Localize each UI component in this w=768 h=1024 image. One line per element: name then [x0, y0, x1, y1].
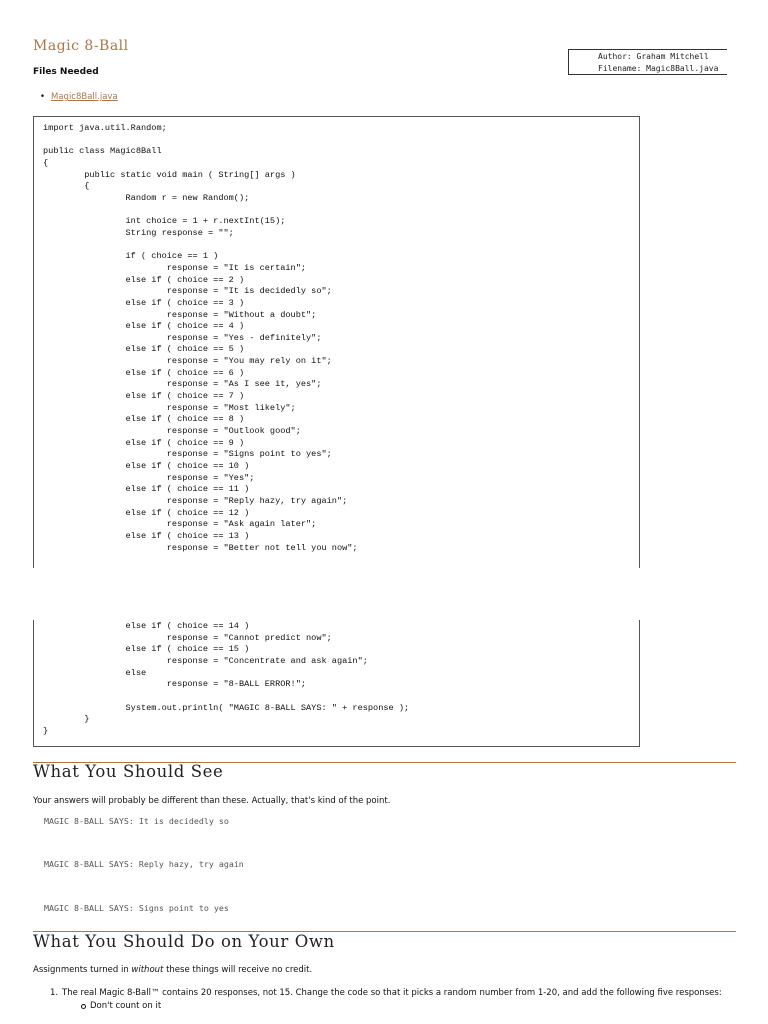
files-needed-heading: Files Needed: [33, 67, 99, 77]
sample-output-2: MAGIC 8-BALL SAYS: Reply hazy, try again: [44, 859, 244, 869]
sample-output-3: MAGIC 8-BALL SAYS: Signs point to yes: [44, 903, 229, 913]
file-info-box: [568, 49, 727, 75]
file-link-magic8ball[interactable]: Magic8Ball.java: [51, 92, 118, 102]
code-block-part-2: else if ( choice == 14 ) response = "Cannot predict now"; else if ( choice == 15 ) response = "Concentrate and ask again"; else response = "8-BALL ERROR!"; System.out.println( "MAGIC 8-BALL SAYS: " + response ); } }: [33, 620, 640, 747]
list-item: [51, 92, 118, 102]
task-text: The real Magic 8-Ball™ contains 20 responses, not 15. Change the code so that it picks a random number from 1-20, and add the following five responses:: [62, 988, 722, 998]
own-intro-before: Assignments turned in: [33, 965, 132, 975]
task-item: [50, 987, 722, 1012]
page-title: Magic 8-Ball: [33, 38, 129, 54]
sample-output-1: MAGIC 8-BALL SAYS: It is decidedly so: [44, 816, 229, 826]
own-intro-emphasis: without: [131, 965, 164, 975]
task-sublist: [62, 1000, 722, 1013]
code-block-part-1: import java.util.Random; public class Magic8Ball { public static void main ( String[] args ) { Random r = new Random(); int choice = 1 + r.nextInt(15); String response = ""; if ( choice == 1 ) response = "It is certain"; else if ( choice == 2 ) response = "It is decidedly so"; else if ( choice == 3 ) response = "Without a doubt"; else if ( choice == 4 ) response = "Yes - definitely"; else if ( choice == 5 ) response = "You may rely on it"; else if ( choice == 6 ) response = "As I see it, yes"; else if ( choice == 7 ) response = "Most likely"; else if ( choice == 8 ) response = "Outlook good"; else if ( choice == 9 ) response = "Signs point to yes"; else if ( choice == 10 ) response = "Yes"; else if ( choice == 11 ) response = "Reply hazy, try again"; else if ( choice == 12 ) response = "Ask again later"; else if ( choice == 13 ) response = "Better not tell you now";: [33, 116, 640, 568]
section-heading-on-your-own: What You Should Do on Your Own: [33, 932, 335, 951]
author-line: Author: Graham Mitchell: [598, 52, 709, 61]
own-intro-after: these things will receive no credit.: [163, 965, 313, 975]
see-intro-text: Your answers will probably be different than these. Actually, that's kind of the point.: [33, 796, 391, 806]
task-list: [50, 987, 722, 1012]
files-list: [51, 92, 118, 102]
section-heading-what-you-should-see: What You Should See: [33, 762, 224, 781]
list-item: Don't count on it: [90, 1000, 722, 1013]
filename-line: Filename: Magic8Ball.java: [598, 64, 719, 73]
own-intro-text: [33, 965, 312, 975]
task-number: 1.: [50, 988, 59, 998]
